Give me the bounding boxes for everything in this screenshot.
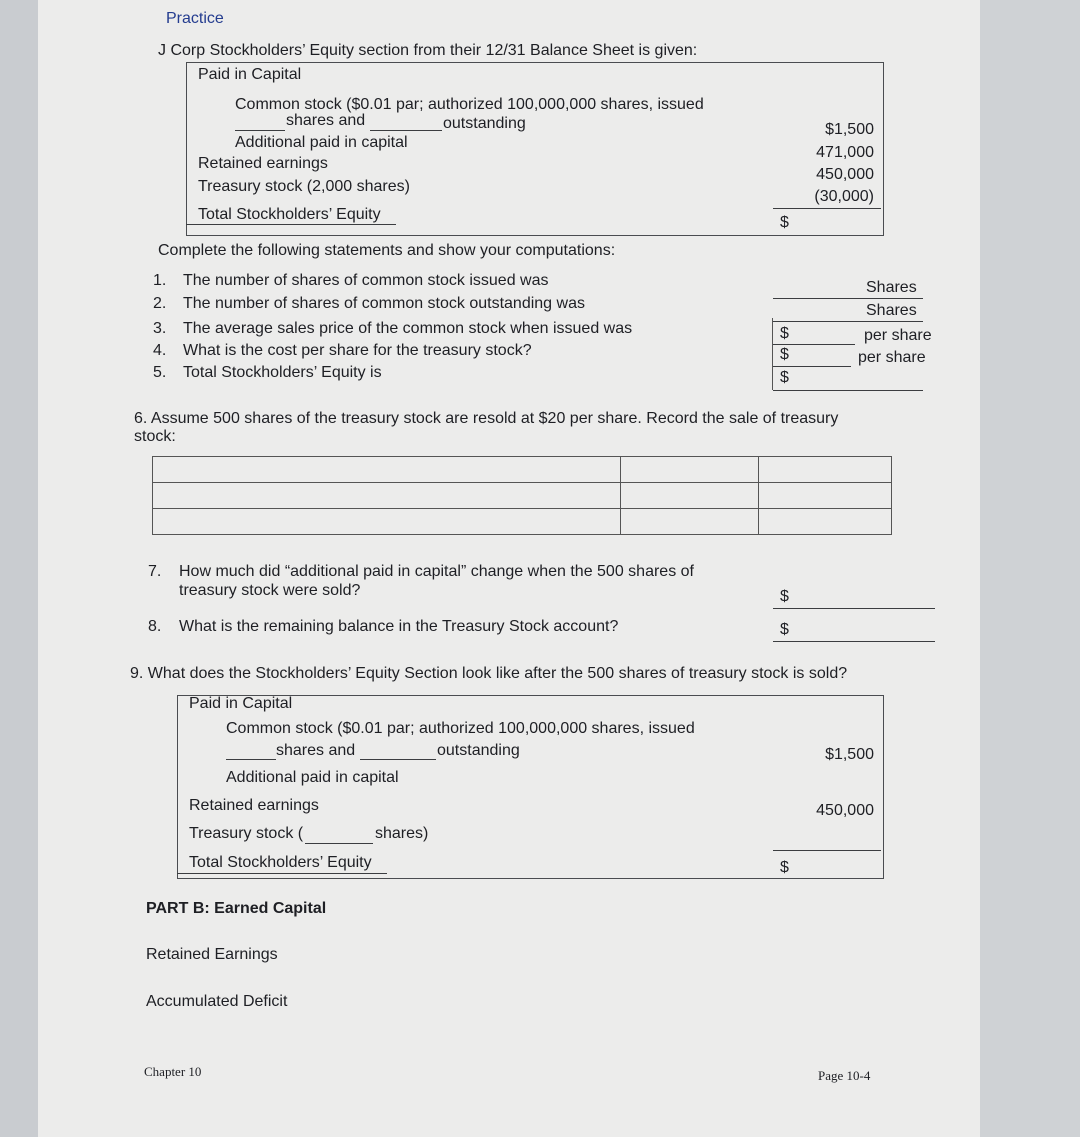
bs-blank-issued	[235, 130, 285, 131]
bs-total-dollar: $	[780, 214, 789, 231]
part-b-retained-earnings: Retained Earnings	[146, 946, 278, 963]
q9-total: Total Stockholders’ Equity	[189, 854, 372, 871]
q9-total-dollar: $	[780, 859, 789, 876]
q9-outstanding: outstanding	[437, 742, 520, 759]
q8-answer-line[interactable]	[773, 641, 935, 642]
q7-dollar: $	[780, 588, 789, 605]
statement-5-text: Total Stockholders’ Equity is	[183, 364, 382, 381]
statement-2-suffix: Shares	[866, 302, 917, 319]
answer-line-3[interactable]	[773, 344, 855, 345]
q8-dollar: $	[780, 621, 789, 638]
page-title: Practice	[166, 10, 224, 27]
worksheet-page	[38, 0, 980, 1137]
q6-text: 6. Assume 500 shares of the treasury stock are resold at $20 per share. Record the sale of treasury	[134, 410, 839, 427]
bs-values-underline	[773, 208, 881, 209]
statement-3-dollar: $	[780, 325, 789, 342]
journal-account-cell[interactable]	[153, 483, 621, 509]
q9-shares-and: shares and	[276, 742, 356, 759]
part-b-title: PART B: Earned Capital	[146, 900, 327, 917]
q9-text: 9. What does the Stockholders’ Equity Section look like after the 500 shares of treasury stock is sold?	[130, 665, 848, 682]
statement-5-num: 5.	[153, 364, 167, 381]
part-b-accumulated-deficit: Accumulated Deficit	[146, 993, 288, 1010]
answer-margin-line	[772, 318, 773, 390]
q7-answer-line[interactable]	[773, 608, 935, 609]
q9-common-stock-line: Common stock ($0.01 par; authorized 100,000,000 shares, issued	[226, 720, 695, 737]
bs-value-retained: 450,000	[816, 166, 874, 183]
statement-2-text: The number of shares of common stock outstanding was	[183, 295, 585, 312]
statements-intro: Complete the following statements and show your computations:	[158, 242, 616, 259]
q8-text: What is the remaining balance in the Treasury Stock account?	[179, 618, 619, 635]
q9-value-retained: 450,000	[816, 802, 874, 819]
bs-shares-and: shares and	[286, 112, 366, 129]
journal-credit-cell[interactable]	[758, 483, 891, 509]
bs-blank-outstanding	[370, 130, 442, 131]
background-left	[0, 0, 40, 1137]
journal-row	[153, 483, 892, 509]
statement-3-text: The average sales price of the common stock when issued was	[183, 320, 633, 337]
journal-row	[153, 457, 892, 483]
bs-value-common: $1,500	[825, 121, 874, 138]
statement-4-text: What is the cost per share for the treasury stock?	[183, 342, 532, 359]
statement-1-suffix: Shares	[866, 279, 917, 296]
statement-4-dollar: $	[780, 346, 789, 363]
footer-chapter: Chapter 10	[144, 1064, 202, 1079]
q9-blank-outstanding[interactable]	[360, 759, 436, 760]
journal-entry-table	[152, 456, 892, 535]
q7-text: How much did “additional paid in capital” change when the 500 shares of	[179, 563, 694, 580]
bs-outstanding: outstanding	[443, 115, 526, 132]
statement-1-text: The number of shares of common stock issued was	[183, 272, 549, 289]
statement-3-num: 3.	[153, 320, 167, 337]
journal-debit-cell[interactable]	[621, 457, 758, 483]
statement-1-num: 1.	[153, 272, 167, 289]
journal-account-cell[interactable]	[153, 509, 621, 535]
q7-num: 7.	[148, 563, 162, 580]
bs-retained: Retained earnings	[198, 155, 328, 172]
q9-total-underline	[177, 873, 387, 874]
q9-values-underline	[773, 850, 881, 851]
statement-2-num: 2.	[153, 295, 167, 312]
journal-credit-cell[interactable]	[758, 457, 891, 483]
journal-account-cell[interactable]	[153, 457, 621, 483]
answer-line-1[interactable]	[773, 298, 923, 299]
journal-debit-cell[interactable]	[621, 483, 758, 509]
bs-value-apic: 471,000	[816, 144, 874, 161]
q9-retained: Retained earnings	[189, 797, 319, 814]
q9-blank-treasury-shares[interactable]	[305, 843, 373, 844]
q9-blank-issued[interactable]	[226, 759, 276, 760]
q9-treasury-close: shares)	[375, 825, 429, 842]
journal-row	[153, 509, 892, 535]
bs-common-stock-line: Common stock ($0.01 par; authorized 100,000,000 shares, issued	[235, 96, 704, 113]
q9-apic: Additional paid in capital	[226, 769, 399, 786]
answer-line-5[interactable]	[773, 390, 923, 391]
answer-line-2[interactable]	[773, 321, 923, 322]
statement-4-suffix: per share	[858, 349, 926, 366]
bs-value-treasury: (30,000)	[814, 188, 874, 205]
statement-4-num: 4.	[153, 342, 167, 359]
q8-num: 8.	[148, 618, 162, 635]
statement-5-dollar: $	[780, 369, 789, 386]
journal-debit-cell[interactable]	[621, 509, 758, 535]
q9-treasury-open: Treasury stock (	[189, 825, 304, 842]
answer-line-4[interactable]	[773, 366, 851, 367]
page-subtitle: J Corp Stockholders’ Equity section from their 12/31 Balance Sheet is given:	[158, 42, 698, 59]
footer-page: Page 10-4	[818, 1068, 871, 1083]
q9-value-common: $1,500	[825, 746, 874, 763]
q7-text-continued: treasury stock were sold?	[179, 582, 361, 599]
bs-treasury: Treasury stock (2,000 shares)	[198, 178, 410, 195]
statement-3-suffix: per share	[864, 327, 932, 344]
q6-text-continued: stock:	[134, 428, 176, 445]
bs-total: Total Stockholders’ Equity	[198, 206, 381, 223]
journal-credit-cell[interactable]	[758, 509, 891, 535]
background-right	[980, 0, 1080, 1137]
bs-apic: Additional paid in capital	[235, 134, 408, 151]
q9-paid-in-capital: Paid in Capital	[189, 695, 293, 712]
bs-total-underline	[186, 224, 396, 225]
bs-paid-in-capital: Paid in Capital	[198, 66, 302, 83]
